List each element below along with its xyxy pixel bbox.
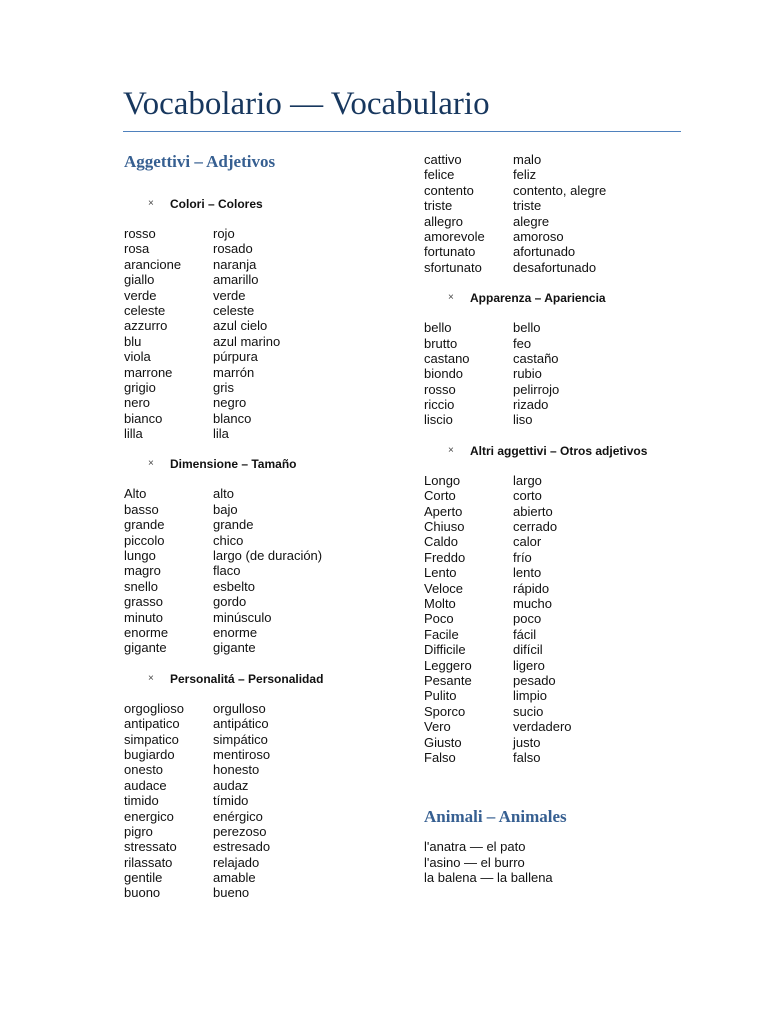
italian-word: Longo <box>424 472 461 488</box>
vocab-row <box>124 288 394 303</box>
vocab-row <box>124 318 394 333</box>
subheading-label: Personalitá – Personalidad <box>170 671 324 686</box>
italian-word: basso <box>124 501 159 517</box>
vocab-row <box>424 152 694 167</box>
subheading-dimensione <box>124 456 394 472</box>
spanish-word: enérgico <box>213 808 263 824</box>
vocab-row <box>124 839 394 854</box>
italian-word: Poco <box>424 611 454 627</box>
italian-word: pigro <box>124 823 153 839</box>
spanish-word: alto <box>213 486 234 502</box>
vocab-row <box>124 640 394 655</box>
vocab-row <box>424 519 694 534</box>
italian-word: antipatico <box>124 716 180 732</box>
spanish-word: ligero <box>513 657 545 673</box>
spanish-word: tímido <box>213 793 249 809</box>
vocab-row <box>124 380 394 395</box>
spanish-word: bello <box>513 320 541 336</box>
subheading-label: Dimensione – Tamaño <box>170 457 297 472</box>
italian-word: triste <box>424 198 453 214</box>
vocab-row <box>124 517 394 532</box>
bullet-icon: × <box>148 458 154 470</box>
italian-word: simpatico <box>124 731 179 747</box>
italian-word: amorevole <box>424 228 485 244</box>
vocab-row <box>124 824 394 839</box>
vocab-row <box>424 719 694 734</box>
italian-word: bugiardo <box>124 746 175 762</box>
vocab-list-personalita <box>124 701 394 901</box>
vocab-row <box>124 610 394 625</box>
italian-word: rosa <box>124 241 150 257</box>
italian-word: Sporco <box>424 703 466 719</box>
spanish-word: contento, alegre <box>513 182 607 198</box>
vocab-row <box>124 778 394 793</box>
animal-entry: la balena — la ballena <box>424 870 553 886</box>
italian-word: Chiuso <box>424 519 465 535</box>
spanish-word: azul marino <box>213 333 281 349</box>
vocab-row <box>124 502 394 517</box>
spanish-word: afortunado <box>513 244 576 260</box>
section-heading-aggettivi: Aggettivi – Adjetivos <box>124 152 276 171</box>
vocab-row <box>424 320 694 335</box>
spanish-word: minúsculo <box>213 609 272 625</box>
spanish-word: rosado <box>213 241 253 257</box>
spanish-word: difícil <box>513 642 543 658</box>
italian-word: Giusto <box>424 734 462 750</box>
bullet-icon: × <box>448 444 454 456</box>
spanish-word: liso <box>513 412 533 428</box>
vocab-row <box>124 855 394 870</box>
vocab-row <box>424 214 694 229</box>
vocab-row <box>124 395 394 410</box>
vocab-row <box>124 701 394 716</box>
spanish-word: lila <box>213 426 229 442</box>
italian-word: Freddo <box>424 549 466 565</box>
vocab-row <box>424 550 694 565</box>
italian-word: fortunato <box>424 244 476 260</box>
spanish-word: rojo <box>213 226 235 241</box>
spanish-word: limpio <box>513 688 547 704</box>
italian-word: Molto <box>424 595 456 611</box>
vocab-list-colori <box>124 226 394 441</box>
italian-word: nero <box>124 395 151 411</box>
spanish-word: naranja <box>213 256 257 272</box>
spanish-word: orgulloso <box>213 700 266 716</box>
spanish-word: negro <box>213 395 247 411</box>
italian-word: brutto <box>424 335 458 351</box>
italian-word: grigio <box>124 379 156 395</box>
spanish-word: gigante <box>213 640 256 656</box>
italian-word: grande <box>124 517 165 533</box>
vocab-row <box>124 334 394 349</box>
animal-entry: l'anatra — el pato <box>424 839 526 855</box>
spanish-word: verdadero <box>513 719 572 735</box>
vocab-row <box>424 735 694 750</box>
italian-word: viola <box>124 349 151 365</box>
spanish-word: relajado <box>213 854 260 870</box>
spanish-word: amarillo <box>213 272 259 288</box>
subheading-label: Apparenza – Apariencia <box>470 291 606 306</box>
italian-word: felice <box>424 167 455 183</box>
italian-word: marrone <box>124 364 173 380</box>
vocab-row <box>424 229 694 244</box>
vocab-row <box>124 762 394 777</box>
vocab-row <box>124 349 394 364</box>
spanish-word: antipático <box>213 716 269 732</box>
italian-word: Aperto <box>424 503 463 519</box>
vocab-row <box>124 486 394 501</box>
spanish-word: malo <box>513 152 542 167</box>
vocab-row <box>124 241 394 256</box>
italian-word: piccolo <box>124 532 165 548</box>
spanish-word: amable <box>213 870 256 886</box>
vocab-list-dimensione <box>124 486 394 655</box>
italian-word: gentile <box>124 870 163 886</box>
italian-word: Corto <box>424 488 456 504</box>
spanish-word: pelirrojo <box>513 381 560 397</box>
vocab-row <box>124 809 394 824</box>
spanish-word: verde <box>213 287 246 303</box>
italian-word: rosso <box>424 381 456 397</box>
italian-word: lilla <box>124 426 143 442</box>
vocab-row <box>124 411 394 426</box>
bullet-icon: × <box>148 198 154 209</box>
italian-word: bianco <box>124 410 163 426</box>
spanish-word: gris <box>213 379 234 395</box>
vocab-row <box>124 870 394 885</box>
spanish-word: gordo <box>213 594 247 610</box>
vocab-row <box>424 581 694 596</box>
vocab-row <box>424 642 694 657</box>
vocab-row <box>424 473 694 488</box>
italian-word: riccio <box>424 397 455 413</box>
vocab-list-personalita-cont <box>424 152 694 275</box>
vocab-row <box>424 658 694 673</box>
vocab-row <box>424 688 694 703</box>
right-column <box>424 152 694 885</box>
spanish-word: largo (de duración) <box>213 548 323 564</box>
italian-word: castano <box>424 350 470 366</box>
vocab-row <box>124 426 394 441</box>
spanish-word: alegre <box>513 213 550 229</box>
italian-word: Leggero <box>424 657 472 673</box>
spanish-word: justo <box>513 734 541 750</box>
vocab-row <box>124 594 394 609</box>
spanish-word: celeste <box>213 302 255 318</box>
italian-word: cattivo <box>424 152 462 167</box>
vocab-list-apparenza <box>424 320 694 428</box>
spanish-word: esbelto <box>213 578 255 594</box>
vocab-row <box>424 336 694 351</box>
italian-word: rosso <box>124 226 156 241</box>
spanish-word: grande <box>213 517 254 533</box>
spanish-word: sucio <box>513 703 544 719</box>
spanish-word: púrpura <box>213 349 258 365</box>
vocab-row <box>424 750 694 765</box>
vocab-row <box>124 625 394 640</box>
spanish-word: pesado <box>513 672 556 688</box>
italian-word: Caldo <box>424 534 458 550</box>
spanish-word: feo <box>513 335 532 351</box>
italian-word: giallo <box>124 272 155 288</box>
spanish-word: frío <box>513 549 532 565</box>
vocab-row <box>424 198 694 213</box>
italian-word: Falso <box>424 749 456 765</box>
vocab-row <box>424 504 694 519</box>
spanish-word: amoroso <box>513 228 564 244</box>
vocab-row <box>124 548 394 563</box>
animali-list <box>424 839 694 885</box>
left-column <box>124 150 394 901</box>
italian-word: Alto <box>124 486 147 502</box>
italian-word: snello <box>124 578 158 594</box>
vocab-row <box>124 303 394 318</box>
vocab-row <box>124 579 394 594</box>
subheading-apparenza <box>424 290 694 306</box>
vocab-row <box>124 365 394 380</box>
spanish-word: azul cielo <box>213 318 268 334</box>
italian-word: Facile <box>424 626 459 642</box>
spanish-word: blanco <box>213 410 252 426</box>
subheading-label: Altri aggettivi – Otros adjetivos <box>470 443 648 458</box>
vocab-row <box>124 885 394 900</box>
vocab-row <box>124 747 394 762</box>
italian-word: minuto <box>124 609 164 625</box>
italian-word: onesto <box>124 762 164 778</box>
vocab-row <box>124 732 394 747</box>
bullet-icon: × <box>148 672 154 684</box>
vocab-row <box>424 412 694 427</box>
vocab-row <box>424 673 694 688</box>
spanish-word: mucho <box>513 595 553 611</box>
italian-word: biondo <box>424 366 464 382</box>
italian-word: azzurro <box>124 318 168 334</box>
italian-word: rilassato <box>124 854 173 870</box>
vocab-row <box>424 260 694 275</box>
italian-word: bello <box>424 320 452 336</box>
spanish-word: simpático <box>213 731 268 747</box>
spanish-word: bueno <box>213 885 250 901</box>
subheading-colori <box>124 196 394 212</box>
spanish-word: bajo <box>213 501 238 517</box>
spanish-word: triste <box>513 198 542 214</box>
vocab-row <box>124 226 394 241</box>
italian-word: liscio <box>424 412 453 428</box>
spanish-word: corto <box>513 488 542 504</box>
spanish-word: abierto <box>513 503 553 519</box>
vocab-row <box>124 563 394 578</box>
vocab-row <box>424 397 694 412</box>
spanish-word: feliz <box>513 167 537 183</box>
spanish-word: lento <box>513 565 542 581</box>
italian-word: Pulito <box>424 688 457 704</box>
vocab-row <box>424 382 694 397</box>
spanish-word: perezoso <box>213 823 267 839</box>
spanish-word: marrón <box>213 364 255 380</box>
vocab-list-altri <box>424 473 694 765</box>
vocab-row <box>424 167 694 182</box>
vocab-row <box>424 565 694 580</box>
italian-word: contento <box>424 182 474 198</box>
title-underline <box>123 131 681 132</box>
spanish-word: desafortunado <box>513 259 597 275</box>
spanish-word: estresado <box>213 839 271 855</box>
section-heading-animali: Animali – Animales <box>424 807 567 827</box>
italian-word: orgoglioso <box>124 700 184 716</box>
italian-word: grasso <box>124 594 164 610</box>
spanish-word: falso <box>513 749 541 765</box>
page-title: Vocabolario — Vocabulario <box>123 86 490 122</box>
italian-word: Vero <box>424 719 451 735</box>
vocab-row <box>124 533 394 548</box>
vocab-row <box>424 596 694 611</box>
italian-word: Difficile <box>424 642 466 658</box>
vocab-row <box>424 351 694 366</box>
spanish-word: honesto <box>213 762 260 778</box>
vocab-row <box>124 716 394 731</box>
vocab-row <box>424 244 694 259</box>
subheading-altri <box>424 443 694 459</box>
italian-word: blu <box>124 333 142 349</box>
spanish-word: calor <box>513 534 542 550</box>
italian-word: magro <box>124 563 161 579</box>
italian-word: Lento <box>424 565 457 581</box>
italian-word: buono <box>124 885 161 901</box>
spanish-word: mentiroso <box>213 746 271 762</box>
spanish-word: rápido <box>513 580 550 596</box>
italian-word: Pesante <box>424 672 472 688</box>
bullet-icon: × <box>448 292 454 304</box>
vocab-row <box>424 534 694 549</box>
vocab-row <box>124 793 394 808</box>
italian-word: stressato <box>124 839 177 855</box>
italian-word: verde <box>124 287 157 303</box>
spanish-word: castaño <box>513 350 559 366</box>
vocab-row <box>424 611 694 626</box>
italian-word: lungo <box>124 548 156 564</box>
italian-word: audace <box>124 777 167 793</box>
vocab-row <box>424 366 694 381</box>
vocab-row <box>424 627 694 642</box>
spanish-word: audaz <box>213 777 249 793</box>
italian-word: arancione <box>124 256 182 272</box>
spanish-word: rubio <box>513 366 542 382</box>
spanish-word: cerrado <box>513 519 558 535</box>
subheading-personalita <box>124 671 394 687</box>
vocab-row <box>424 704 694 719</box>
italian-word: Veloce <box>424 580 464 596</box>
italian-word: allegro <box>424 213 464 229</box>
vocab-row <box>124 257 394 272</box>
italian-word: energico <box>124 808 174 824</box>
spanish-word: flaco <box>213 563 241 579</box>
spanish-word: fácil <box>513 626 537 642</box>
vocab-row <box>124 272 394 287</box>
italian-word: celeste <box>124 302 166 318</box>
spanish-word: chico <box>213 532 244 548</box>
italian-word: sfortunato <box>424 259 482 275</box>
vocab-row <box>424 488 694 503</box>
spanish-word: poco <box>513 611 542 627</box>
subheading-label: Colori – Colores <box>170 197 263 211</box>
vocab-row <box>424 183 694 198</box>
animal-entry: l'asino — el burro <box>424 854 525 870</box>
spanish-word: largo <box>513 472 542 488</box>
italian-word: gigante <box>124 640 167 656</box>
italian-word: enorme <box>124 624 169 640</box>
italian-word: timido <box>124 793 159 809</box>
spanish-word: enorme <box>213 624 258 640</box>
spanish-word: rizado <box>513 397 549 413</box>
